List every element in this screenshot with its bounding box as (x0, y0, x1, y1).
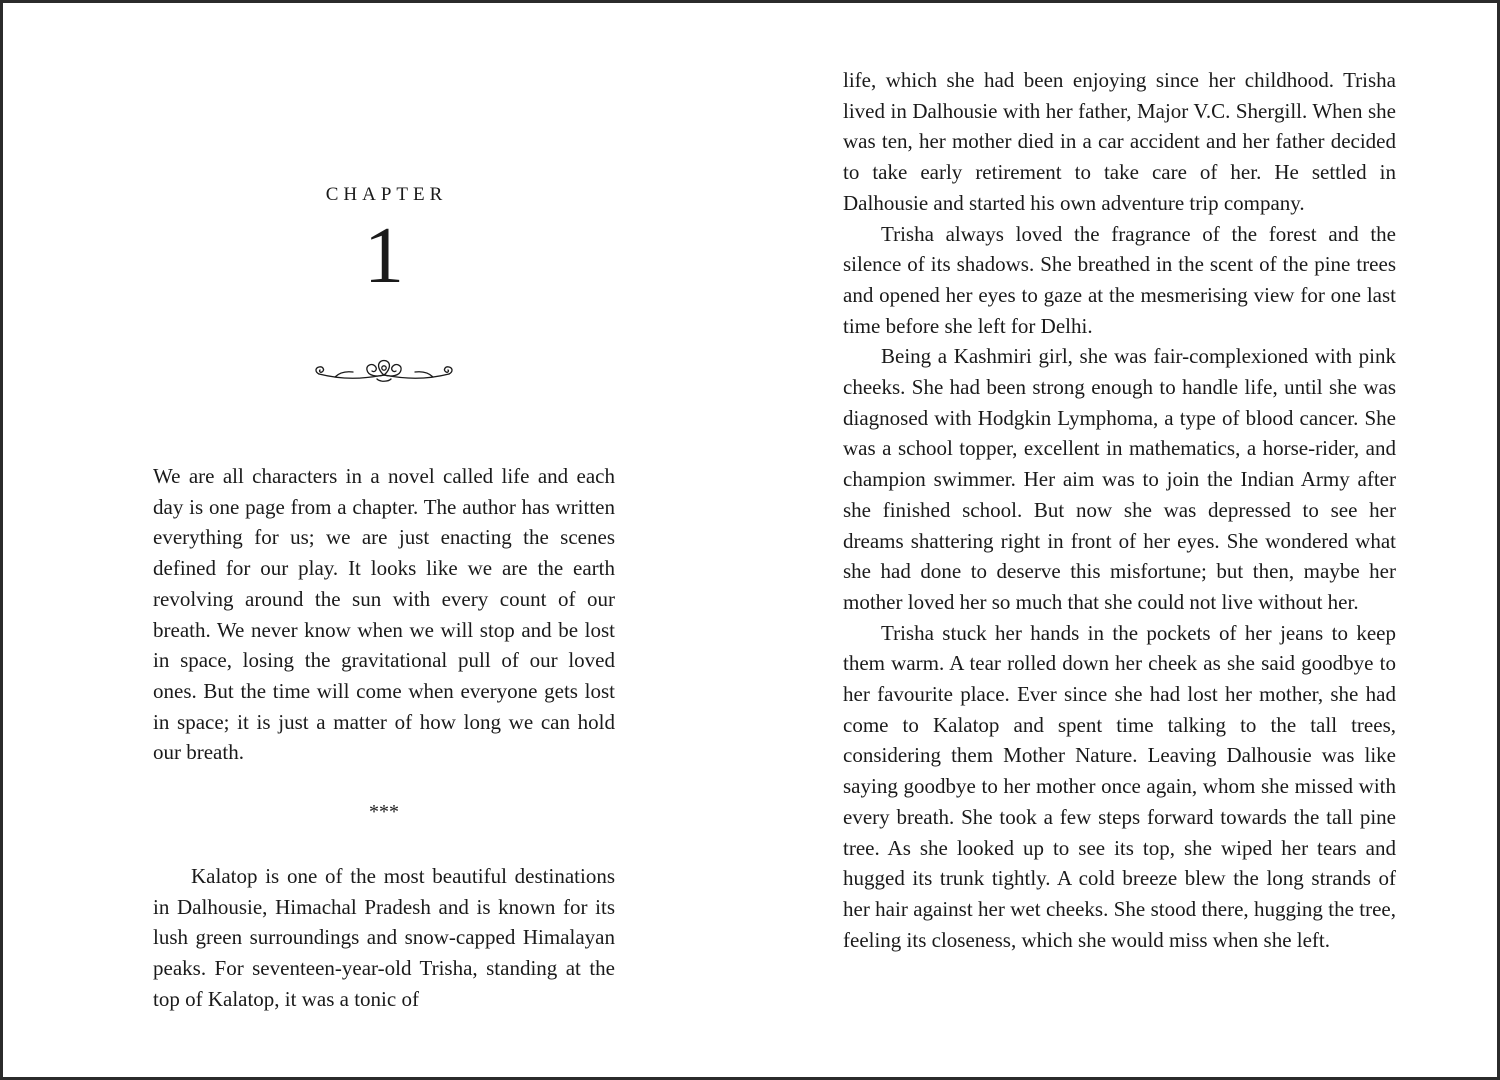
left-page (153, 3, 615, 1077)
chapter-label: CHAPTER (325, 184, 448, 205)
paragraph: Being a Kashmiri girl, she was fair-complexioned with pink cheeks. She had been strong enough to handle life, until she was diagnosed with Hodgkin Lymphoma, a type of blood cancer. She was a school topper, excellent in mathematics, a horse-rider, and champion swimmer. Her aim was to join the Indian Army after she finished school. But now she was depressed to see her dreams shattering right in front of her eyes. She wondered what she had done to deserve this misfortune; but then, maybe her mother loved her so much that she could not live without her. (843, 344, 1396, 614)
paragraph: Trisha always loved the fragrance of the forest and the silence of its shadows. She breathed in the scent of the pine trees and opened her eyes to gaze at the mesmerising view for one last time before she left for Delhi. (843, 221, 1396, 338)
epigraph-text: We are all characters in a novel called life and each day is one page from a chapter. The author has written everything for us; we are just enacting the scenes defined for our play. It looks like we are the earth revolving around the sun with every count of our breath. We never know when we will stop and be lost in space, losing the gravitational pull of our loved ones. But the time will come when everyone gets lost in space; it is just a matter of how long we can hold our breath. (153, 464, 615, 765)
paragraph: Trisha stuck her hands in the pockets of her jeans to keep them warm. A tear rolled down her cheek as she said goodbye to her favourite place. Ever since she had lost her mother, she had come to Kalatop and spent time talking to the tall trees, considering them Mother Nature. Leaving Dalhousie was like saying goodbye to her mother once again, whom she missed with every breath. She took a few steps forward towards the tall pine tree. As she looked up to see its top, she wiped her tears and hugged its trunk tightly. A cold breeze blew the long strands of her hair against her wet cheeks. She stood there, hugging the tree, feeling its closeness, which she would miss when she left. (843, 620, 1396, 952)
paragraph: life, which she had been enjoying since her childhood. Trisha lived in Dalhousie with her father, Major V.C. Shergill. When she was ten, her mother died in a car accident and her father decided to take early retirement to take care of her. He settled in Dalhousie and started his own adventure trip company. (843, 68, 1396, 215)
right-page (843, 3, 1396, 1077)
left-body-text (153, 861, 615, 1015)
section-separator: *** (369, 801, 399, 823)
paragraph: Kalatop is one of the most beautiful destinations in Dalhousie, Himachal Pradesh and is known for its lush green surroundings and snow-capped Himalayan peaks. For seventeen-year-old Trisha, standing at the top of Kalatop, it was a tonic of (153, 864, 615, 1011)
chapter-number: 1 (364, 212, 404, 300)
epigraph (153, 461, 615, 768)
decorative-flourish-icon (313, 357, 455, 389)
right-body-text (843, 65, 1396, 955)
